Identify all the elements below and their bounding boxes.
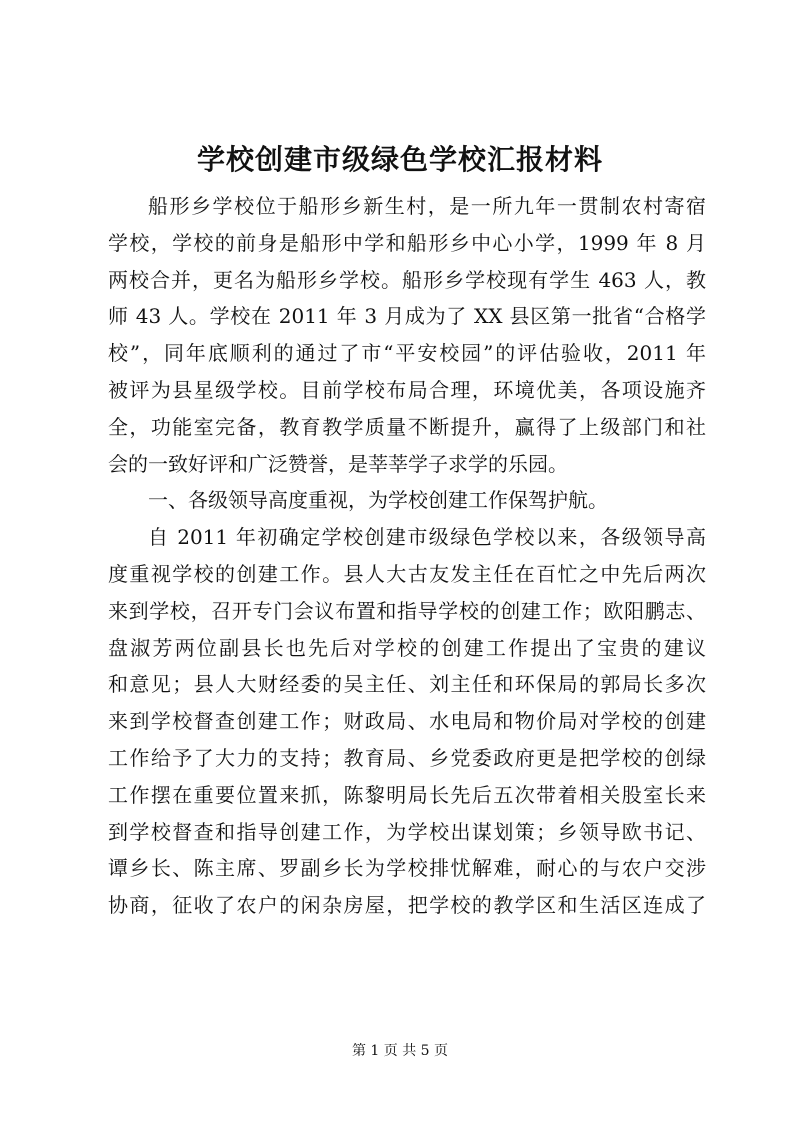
text-line: 师 43 人。学校在 2011 年 3 月成为了 XX 县区第一批省“合格学	[108, 304, 706, 329]
text-line: 被评为县星级学校。目前学校布局合理，环境优美，各项设施齐	[108, 377, 706, 402]
text-line: 两校合并，更名为船形乡学校。船形乡学校现有学生 463 人，教	[108, 267, 706, 292]
document-title: 学校创建市级绿色学校汇报材料	[196, 143, 603, 176]
section-heading: 一、各级领导高度重视，为学校创建工作保驾护航。	[148, 488, 608, 513]
document-body	[108, 188, 706, 924]
page-indicator: 第 1 页 共 5 页	[351, 1043, 449, 1059]
text-line: 来到学校，召开专门会议布置和指导学校的创建工作；欧阳鹏志、	[108, 598, 706, 623]
text-line: 船形乡学校位于船形乡新生村，是一所九年一贯制农村寄宿	[148, 194, 706, 218]
text-line: 工作摆在重要位置来抓，陈黎明局长先后五次带着相关股室长来	[108, 782, 706, 807]
text-line: 来到学校督查创建工作；财政局、水电局和物价局对学校的创建	[108, 709, 706, 734]
text-line: 校”，同年底顺利的通过了市“平安校园”的评估验收，2011 年	[108, 341, 706, 366]
text-line: 工作给予了大力的支持；教育局、乡党委政府更是把学校的创绿	[108, 745, 706, 770]
text-line: 自 2011 年初确定学校创建市级绿色学校以来，各级领导高	[148, 525, 706, 550]
text-line: 学校，学校的前身是船形中学和船形乡中心小学，1999 年 8 月	[108, 230, 706, 255]
text-line: 全，功能室完备，教育教学质量不断提升，赢得了上级部门和社	[108, 414, 706, 439]
text-line: 协商，征收了农户的闲杂房屋，把学校的教学区和生活区连成了	[108, 893, 706, 918]
text-line: 谭乡长、陈主席、罗副乡长为学校排忧解难，耐心的与农户交涉	[108, 856, 706, 881]
page-footer	[0, 1040, 800, 1060]
text-line: 到学校督查和指导创建工作，为学校出谋划策；乡领导欧书记、	[108, 819, 706, 844]
text-line: 盘淑芳两位副县长也先后对学校的创建工作提出了宝贵的建议	[108, 635, 706, 660]
text-line: 会的一致好评和广泛赞誉，是莘莘学子求学的乐园。	[108, 451, 568, 476]
text-line: 和意见；县人大财经委的吴主任、刘主任和环保局的郭局长多次	[108, 672, 706, 697]
text-line: 度重视学校的创建工作。县人大古友发主任在百忙之中先后两次	[108, 561, 706, 586]
